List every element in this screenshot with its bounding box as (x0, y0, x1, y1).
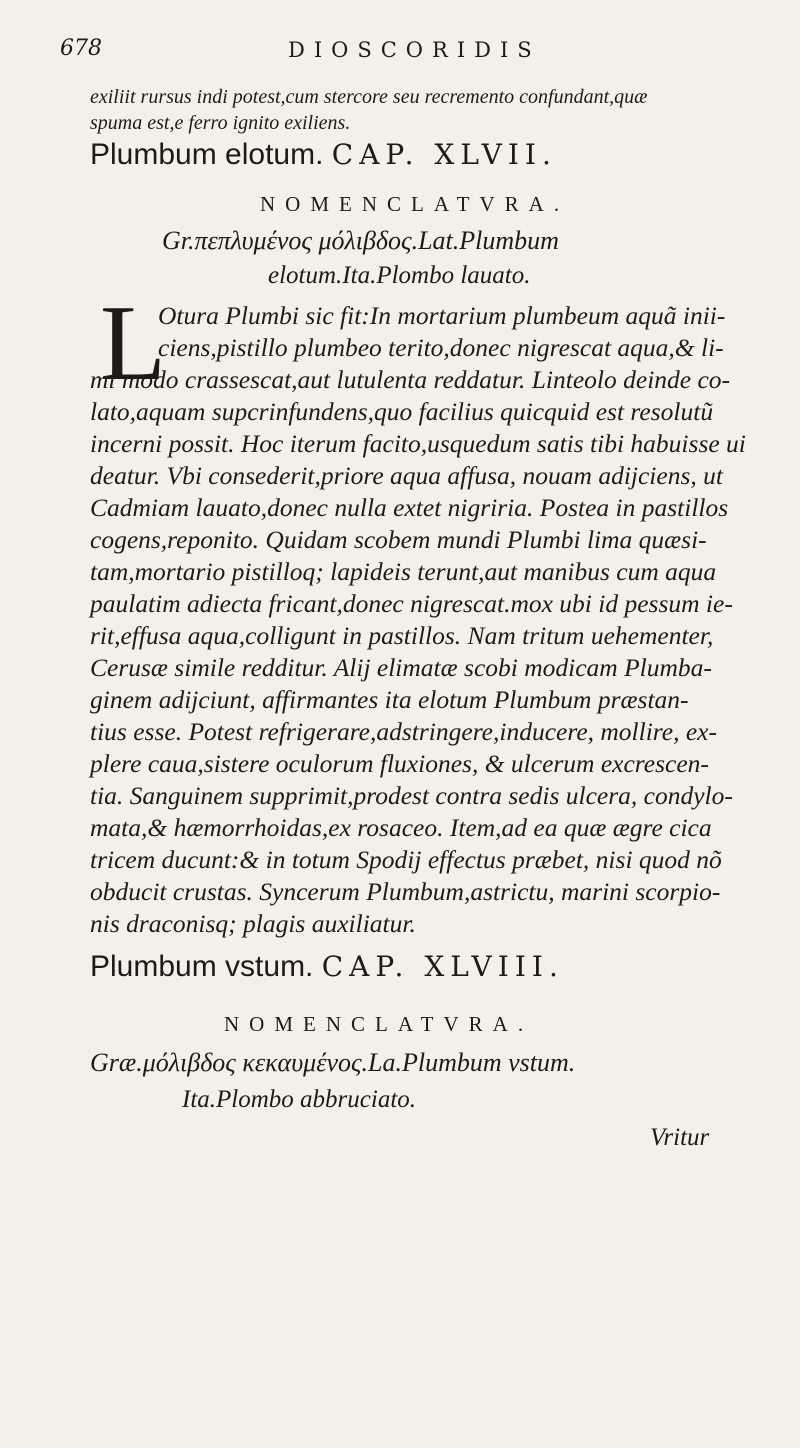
catchword: Vritur (650, 1124, 710, 1151)
text-line: tam,mortario pistilloq; lapideis terunt,aut manibus cum aqua (90, 557, 717, 586)
text-line: deatur. Vbi consederit,priore aqua affusa, nouam adijciens, ut (90, 461, 723, 490)
text-line: tia. Sanguinem supprimit,prodest contra sedis ulcera, condylo- (90, 781, 733, 810)
nomenclatura-heading: NOMENCLATVRA. (224, 1012, 534, 1036)
text-line: cogens,reponito. Quidam scobem mundi Plumbi lima quæsi- (90, 525, 707, 554)
nomenclature-line: Græ.μόλιβδος κεκαυμένος.La.Plumbum vstum. (90, 1048, 576, 1077)
chapter-title (90, 950, 564, 984)
running-head: DIOSCORIDIS (288, 38, 541, 62)
text-line: plere caua,sistere oculorum fluxiones, & ulcerum excrescen- (90, 749, 709, 778)
page-header (60, 36, 760, 72)
text-line: ginem adijciunt, affirmantes ita elotum Plumbum præstan- (90, 685, 689, 714)
text-line: mata,& hæmorrhoidas,ex rosaceo. Item,ad ea quæ ægre cica (90, 813, 712, 842)
chapter-title-text: Plumbum vstum. (90, 950, 314, 983)
drop-cap: L (100, 284, 166, 403)
nomenclatura-heading: NOMENCLATVRA. (260, 192, 570, 216)
chapter-title-text: Plumbum elotum. (90, 138, 324, 171)
nomenclature-line: Ita.Plombo abbruciato. (182, 1086, 417, 1113)
chapter-title (90, 138, 557, 172)
text-line: ciens,pistillo plumbeo terito,donec nigrescat aqua,& li- (158, 333, 724, 362)
nomenclature-line: Gr.πεπλυμένος μόλιβδος.Lat.Plumbum (162, 226, 559, 255)
text-line: obducit crustas. Syncerum Plumbum,astrictu, marini scorpio- (90, 877, 721, 906)
text-line: Cerusæ simile redditur. Alij elimatæ scobi modicam Plumba- (90, 653, 712, 682)
text-line: Otura Plumbi sic fit:In mortarium plumbeum aquã inii- (158, 301, 726, 330)
chapter-number: CAP. XLVII. (331, 138, 557, 171)
chapter-number: CAP. XLVIII. (321, 950, 564, 983)
text-line: lato,aquam supcrinfundens,quo facilius quicquid est resolutũ (90, 397, 714, 426)
page-number: 678 (60, 36, 102, 61)
intro-line: exiliit rursus indi potest,cum stercore seu recremento confundant,quæ (90, 86, 648, 108)
text-line: mi modo crassescat,aut lutulenta reddatur. Linteolo deinde co- (90, 365, 731, 394)
text-line: incerni possit. Hoc iterum facito,usquedum satis tibi habuisse ui (90, 429, 746, 458)
intro-line: spuma est,e ferro ignito exiliens. (90, 112, 351, 134)
nomenclature-line: elotum.Ita.Plombo lauato. (268, 262, 531, 289)
text-line: paulatim adiecta fricant,donec nigrescat.mox ubi id pessum ie- (90, 589, 733, 618)
text-line: nis draconisq; plagis auxiliatur. (90, 909, 416, 938)
text-line: tius esse. Potest refrigerare,adstringere,inducere, mollire, ex- (90, 717, 717, 746)
text-line: tricem ducunt:& in totum Spodij effectus præbet, nisi quod nõ (90, 845, 722, 874)
text-line: rit,effusa aqua,colligunt in pastillos. Nam tritum uehementer, (90, 621, 714, 650)
text-line: Cadmiam lauato,donec nulla extet nigriria. Postea in pastillos (90, 493, 729, 522)
